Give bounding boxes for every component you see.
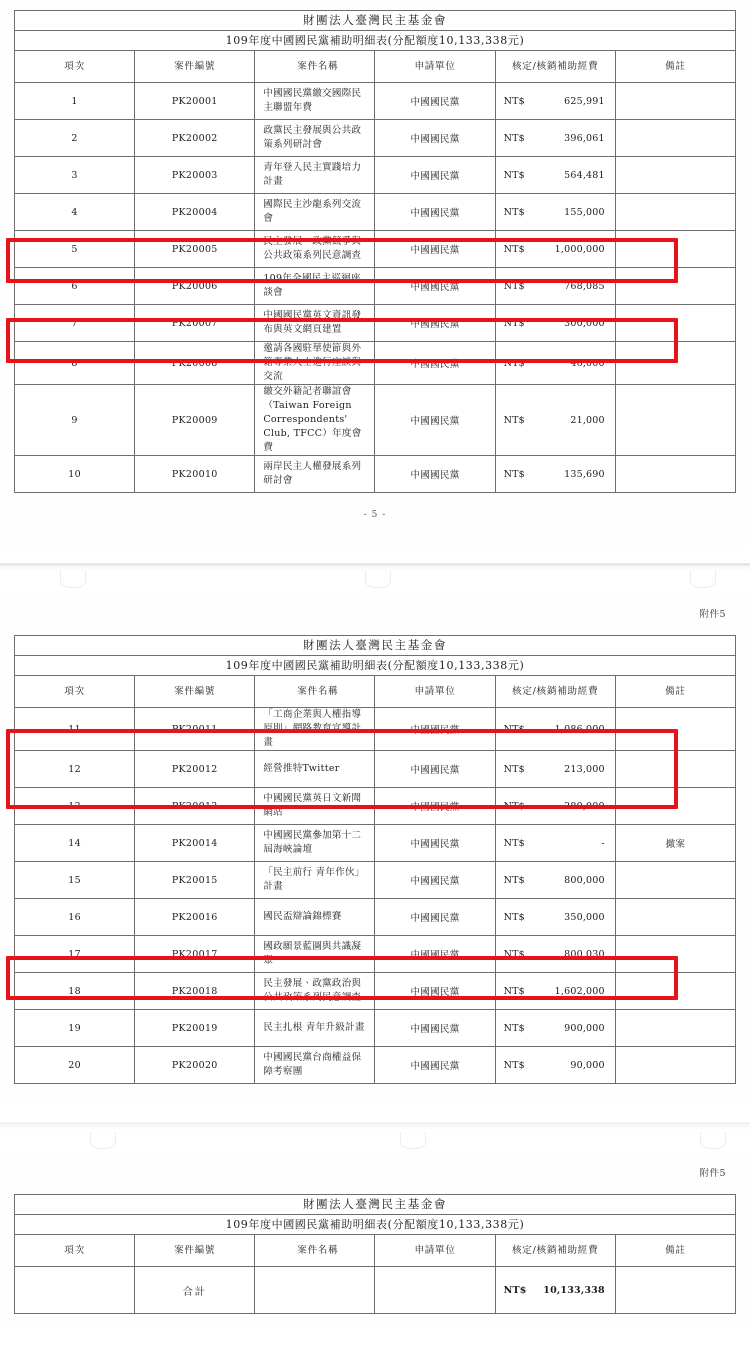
cell-remark [615, 1010, 735, 1047]
cell-applicant: 中國國民黨 [375, 456, 495, 493]
cell-remark [615, 973, 735, 1010]
cell-index: 13 [15, 788, 135, 825]
cell-index: 6 [15, 268, 135, 305]
case-name-text: 中國國民黨英文資訊發布與英文網頁建置 [263, 310, 362, 335]
column-header-case-no: 案件編號 [135, 51, 255, 83]
currency-symbol: NT$ [503, 317, 525, 329]
cell-amount [495, 936, 615, 973]
cell-remark [615, 1047, 735, 1084]
amount-value: 90,000 [570, 1059, 605, 1071]
cell-applicant: 中國國民黨 [375, 973, 495, 1010]
cell-index: 15 [15, 862, 135, 899]
currency-symbol: NT$ [503, 985, 525, 997]
cell-remark [615, 899, 735, 936]
cell-case-name [255, 1267, 375, 1314]
cell-amount [495, 305, 615, 342]
column-header-case-name: 案件名稱 [255, 51, 375, 83]
table-row-highlighted [15, 751, 736, 788]
cell-applicant: 中國國民黨 [375, 194, 495, 231]
cell-case-name [255, 194, 375, 231]
cell-case-name [255, 157, 375, 194]
cell-applicant: 中國國民黨 [375, 342, 495, 385]
cell-remark: 撤案 [615, 825, 735, 862]
cell-amount [495, 973, 615, 1010]
cell-case-name [255, 936, 375, 973]
cell-remark [615, 1267, 735, 1314]
cell-remark [615, 83, 735, 120]
cell-remark [615, 788, 735, 825]
cell-remark [615, 194, 735, 231]
cell-index: 19 [15, 1010, 135, 1047]
cell-index: 10 [15, 456, 135, 493]
case-name-text: 政黨民主發展與公共政策系列研討會 [263, 125, 362, 150]
cell-case-no: PK20003 [135, 157, 255, 194]
cell-amount [495, 268, 615, 305]
cell-amount [495, 788, 615, 825]
cell-case-name [255, 456, 375, 493]
cell-case-name [255, 788, 375, 825]
column-header-index: 項次 [15, 676, 135, 708]
table-org-title-row [15, 11, 736, 31]
table-subtitle: 109年度中國國民黨補助明細表(分配額度10,133,338元) [15, 31, 736, 51]
cell-case-name [255, 268, 375, 305]
cell-amount [495, 120, 615, 157]
org-title: 財團法人臺灣民主基金會 [15, 11, 736, 31]
cell-amount [495, 1047, 615, 1084]
cell-remark [615, 231, 735, 268]
column-header-case-name: 案件名稱 [255, 1235, 375, 1267]
document-page-3 [0, 1150, 750, 1324]
currency-symbol: NT$ [503, 280, 525, 292]
cell-case-name [255, 1010, 375, 1047]
cell-index: 5 [15, 231, 135, 268]
cell-applicant: 中國國民黨 [375, 157, 495, 194]
table-row [15, 268, 736, 305]
org-title: 財團法人臺灣民主基金會 [15, 636, 736, 656]
table-header-row [15, 51, 736, 83]
table-subtitle: 109年度中國國民黨補助明細表(分配額度10,133,338元) [15, 1215, 736, 1235]
cell-case-no: PK20009 [135, 385, 255, 456]
case-name-text: 中國國民黨英日文新聞網站 [263, 793, 362, 818]
total-amount-value: 10,133,338 [543, 1284, 605, 1296]
cell-remark [615, 936, 735, 973]
amount-value: 300,000 [564, 317, 605, 329]
case-name-text: 繳交外籍記者聯誼會（Taiwan Foreign Correspondents' Club, TFCC）年度會費 [263, 386, 362, 453]
amount-value: 900,000 [564, 1022, 605, 1034]
cell-amount [495, 342, 615, 385]
table-total-row [15, 1267, 736, 1314]
cell-amount [495, 899, 615, 936]
scan-curl-artifact [365, 571, 391, 588]
cell-applicant: 中國國民黨 [375, 1010, 495, 1047]
cell-case-name [255, 751, 375, 788]
cell-case-no: PK20004 [135, 194, 255, 231]
currency-symbol: NT$ [503, 1022, 525, 1034]
table-row [15, 385, 736, 456]
cell-case-no: PK20006 [135, 268, 255, 305]
table-row [15, 342, 736, 385]
case-name-text: 「工商企業與人權指導原則」網路教育宣導計畫 [263, 709, 362, 748]
amount-value: 280,000 [564, 800, 605, 812]
table-row [15, 899, 736, 936]
table-org-title-row [15, 1195, 736, 1215]
currency-symbol: NT$ [503, 837, 525, 849]
cell-case-no: PK20013 [135, 788, 255, 825]
cell-case-name [255, 231, 375, 268]
currency-symbol: NT$ [503, 1284, 527, 1296]
case-name-text: 民主扎根 青年升級計畫 [263, 1022, 365, 1033]
case-name-text: 青年登入民主實踐培力計畫 [263, 162, 362, 187]
cell-applicant: 中國國民黨 [375, 305, 495, 342]
amount-value: 213,000 [564, 763, 605, 775]
table-row [15, 456, 736, 493]
cell-amount [495, 385, 615, 456]
amount-value: - [601, 837, 605, 849]
cell-index: 17 [15, 936, 135, 973]
cell-index: 1 [15, 83, 135, 120]
column-header-amount: 核定/核銷補助經費 [495, 676, 615, 708]
column-header-applicant: 申請單位 [375, 676, 495, 708]
amount-value: 800,030 [564, 948, 605, 960]
cell-case-name [255, 305, 375, 342]
grant-table-summary [14, 1194, 736, 1314]
amount-value: 564,481 [564, 169, 605, 181]
case-name-text: 民主發展、政黨競爭與公共政策系列民意調查 [263, 236, 362, 261]
cell-case-name [255, 385, 375, 456]
case-name-text: 中國國民黨繳交國際民主聯盟年費 [263, 88, 362, 113]
cell-index: 14 [15, 825, 135, 862]
table-row [15, 83, 736, 120]
cell-applicant: 中國國民黨 [375, 788, 495, 825]
table-subtitle: 109年度中國國民黨補助明細表(分配額度10,133,338元) [15, 656, 736, 676]
column-header-index: 項次 [15, 51, 135, 83]
total-label: 合計 [135, 1267, 255, 1314]
case-name-text: 國際民主沙龍系列交流會 [263, 199, 362, 224]
cell-case-no: PK20005 [135, 231, 255, 268]
case-name-text: 民主發展、政黨政治與公共政策系列民意調查 [263, 978, 362, 1003]
currency-symbol: NT$ [503, 95, 525, 107]
cell-case-name [255, 1047, 375, 1084]
document-page-2 [0, 591, 750, 1106]
table-row-highlighted [15, 305, 736, 342]
currency-symbol: NT$ [503, 911, 525, 923]
case-name-text: 國民盃辯論錦標賽 [263, 911, 342, 922]
scan-curl-artifact [700, 1132, 726, 1149]
org-title: 財團法人臺灣民主基金會 [15, 1195, 736, 1215]
cell-case-name [255, 862, 375, 899]
amount-value: 1,086,000 [554, 723, 605, 735]
column-header-case-no: 案件編號 [135, 1235, 255, 1267]
currency-symbol: NT$ [503, 874, 525, 886]
cell-index: 2 [15, 120, 135, 157]
amount-value: 46,000 [570, 357, 605, 369]
grant-table-page-2 [14, 635, 736, 1084]
column-header-index: 項次 [15, 1235, 135, 1267]
currency-symbol: NT$ [503, 206, 525, 218]
attachment-label: 附件5 [699, 1168, 726, 1179]
scan-curl-artifact [690, 571, 716, 588]
cell-case-no: PK20019 [135, 1010, 255, 1047]
amount-value: 155,000 [564, 206, 605, 218]
case-name-text: 經營推特Twitter [263, 763, 340, 774]
cell-applicant: 中國國民黨 [375, 231, 495, 268]
cell-case-no: PK20015 [135, 862, 255, 899]
cell-index: 12 [15, 751, 135, 788]
cell-remark [615, 708, 735, 751]
cell-index: 11 [15, 708, 135, 751]
cell-case-no: PK20020 [135, 1047, 255, 1084]
column-header-applicant: 申請單位 [375, 1235, 495, 1267]
currency-symbol: NT$ [503, 948, 525, 960]
currency-symbol: NT$ [503, 468, 525, 480]
cell-case-no: PK20010 [135, 456, 255, 493]
table-subtitle-row [15, 656, 736, 676]
currency-symbol: NT$ [503, 763, 525, 775]
cell-remark [615, 342, 735, 385]
case-name-text: 國政願景藍圖與共識凝聚 [263, 941, 362, 966]
cell-case-no: PK20007 [135, 305, 255, 342]
currency-symbol: NT$ [503, 357, 525, 369]
cell-case-no: PK20014 [135, 825, 255, 862]
cell-case-name [255, 708, 375, 751]
cell-case-no: PK20016 [135, 899, 255, 936]
page-separator-1 [0, 547, 750, 591]
case-name-text: 兩岸民主人權發展系列研討會 [263, 461, 362, 486]
cell-case-name [255, 83, 375, 120]
table-row [15, 1010, 736, 1047]
currency-symbol: NT$ [503, 723, 525, 735]
cell-case-name [255, 899, 375, 936]
amount-value: 1,602,000 [554, 985, 605, 997]
cell-case-name [255, 120, 375, 157]
cell-amount [495, 231, 615, 268]
cell-applicant: 中國國民黨 [375, 936, 495, 973]
table-row [15, 157, 736, 194]
case-name-text: 中國國民黨台商權益保障考察團 [263, 1052, 362, 1077]
case-name-text: 109年全國民主巡迴座談會 [263, 273, 361, 298]
scan-curl-artifact [400, 1132, 426, 1149]
cell-index: 4 [15, 194, 135, 231]
cell-index: 7 [15, 305, 135, 342]
amount-value: 21,000 [570, 414, 605, 426]
currency-symbol: NT$ [503, 800, 525, 812]
cell-amount [495, 1010, 615, 1047]
cell-index: 16 [15, 899, 135, 936]
cell-case-no: PK20011 [135, 708, 255, 751]
column-header-remark: 備註 [615, 1235, 735, 1267]
amount-value: 625,991 [564, 95, 605, 107]
currency-symbol: NT$ [503, 414, 525, 426]
cell-applicant: 中國國民黨 [375, 1047, 495, 1084]
cell-amount [495, 83, 615, 120]
amount-value: 350,000 [564, 911, 605, 923]
column-header-remark: 備註 [615, 676, 735, 708]
cell-applicant: 中國國民黨 [375, 120, 495, 157]
cell-case-no: PK20017 [135, 936, 255, 973]
table-org-title-row [15, 636, 736, 656]
cell-index: 18 [15, 973, 135, 1010]
table-subtitle-row [15, 31, 736, 51]
column-header-amount: 核定/核銷補助經費 [495, 51, 615, 83]
table-row [15, 862, 736, 899]
cell-remark [615, 120, 735, 157]
currency-symbol: NT$ [503, 243, 525, 255]
cell-applicant: 中國國民黨 [375, 899, 495, 936]
page-separator-2 [0, 1106, 750, 1150]
table-row [15, 708, 736, 751]
cell-index: 20 [15, 1047, 135, 1084]
column-header-case-no: 案件編號 [135, 676, 255, 708]
cell-remark [615, 456, 735, 493]
grant-table-page-1 [14, 10, 736, 493]
table-subtitle-row [15, 1215, 736, 1235]
amount-value: 768,085 [564, 280, 605, 292]
column-header-amount: 核定/核銷補助經費 [495, 1235, 615, 1267]
cell-case-no: PK20002 [135, 120, 255, 157]
cell-index: 8 [15, 342, 135, 385]
case-name-text: 中國國民黨參加第十二屆海峽論壇 [263, 830, 362, 855]
currency-symbol: NT$ [503, 1059, 525, 1071]
cell-applicant: 中國國民黨 [375, 751, 495, 788]
table-row [15, 825, 736, 862]
cell-remark [615, 268, 735, 305]
cell-amount [495, 825, 615, 862]
cell-remark [615, 305, 735, 342]
amount-value: 135,690 [564, 468, 605, 480]
cell-amount [495, 194, 615, 231]
column-header-remark: 備註 [615, 51, 735, 83]
case-name-text: 邀請各國駐華使節與外籍專業人士進行座談與交流 [263, 343, 362, 382]
cell-applicant: 中國國民黨 [375, 708, 495, 751]
cell-index: 3 [15, 157, 135, 194]
amount-value: 1,000,000 [554, 243, 605, 255]
cell-applicant: 中國國民黨 [375, 862, 495, 899]
cell-applicant: 中國國民黨 [375, 385, 495, 456]
table-row-highlighted [15, 788, 736, 825]
table-row [15, 194, 736, 231]
cell-case-name [255, 973, 375, 1010]
cell-remark [615, 751, 735, 788]
column-header-applicant: 申請單位 [375, 51, 495, 83]
table-header-row [15, 676, 736, 708]
cell-case-no: PK20008 [135, 342, 255, 385]
cell-amount [495, 157, 615, 194]
cell-case-name [255, 342, 375, 385]
cell-applicant: 中國國民黨 [375, 268, 495, 305]
cell-case-no: PK20018 [135, 973, 255, 1010]
amount-value: 800,000 [564, 874, 605, 886]
table-row-highlighted [15, 231, 736, 268]
column-header-case-name: 案件名稱 [255, 676, 375, 708]
table-row [15, 1047, 736, 1084]
table-row [15, 120, 736, 157]
cell-applicant: 中國國民黨 [375, 83, 495, 120]
cell-case-name [255, 825, 375, 862]
scan-curl-artifact [90, 1132, 116, 1149]
case-name-text: 「民主前行 青年作伙」計畫 [263, 867, 365, 892]
currency-symbol: NT$ [503, 132, 525, 144]
cell-amount [495, 862, 615, 899]
cell-total-amount [495, 1267, 615, 1314]
page-number-footer: - 5 - [363, 510, 387, 520]
cell-case-no: PK20012 [135, 751, 255, 788]
table-header-row [15, 1235, 736, 1267]
cell-amount [495, 708, 615, 751]
cell-amount [495, 751, 615, 788]
cell-index: 9 [15, 385, 135, 456]
cell-remark [615, 862, 735, 899]
amount-value: 396,061 [564, 132, 605, 144]
document-page-1 [0, 0, 750, 547]
table-row-highlighted [15, 973, 736, 1010]
cell-applicant: 中國國民黨 [375, 825, 495, 862]
cell-case-no: PK20001 [135, 83, 255, 120]
cell-index [15, 1267, 135, 1314]
cell-amount [495, 456, 615, 493]
table-row [15, 936, 736, 973]
cell-applicant [375, 1267, 495, 1314]
cell-remark [615, 385, 735, 456]
attachment-label: 附件5 [699, 609, 726, 620]
currency-symbol: NT$ [503, 169, 525, 181]
cell-remark [615, 157, 735, 194]
scan-curl-artifact [60, 571, 86, 588]
